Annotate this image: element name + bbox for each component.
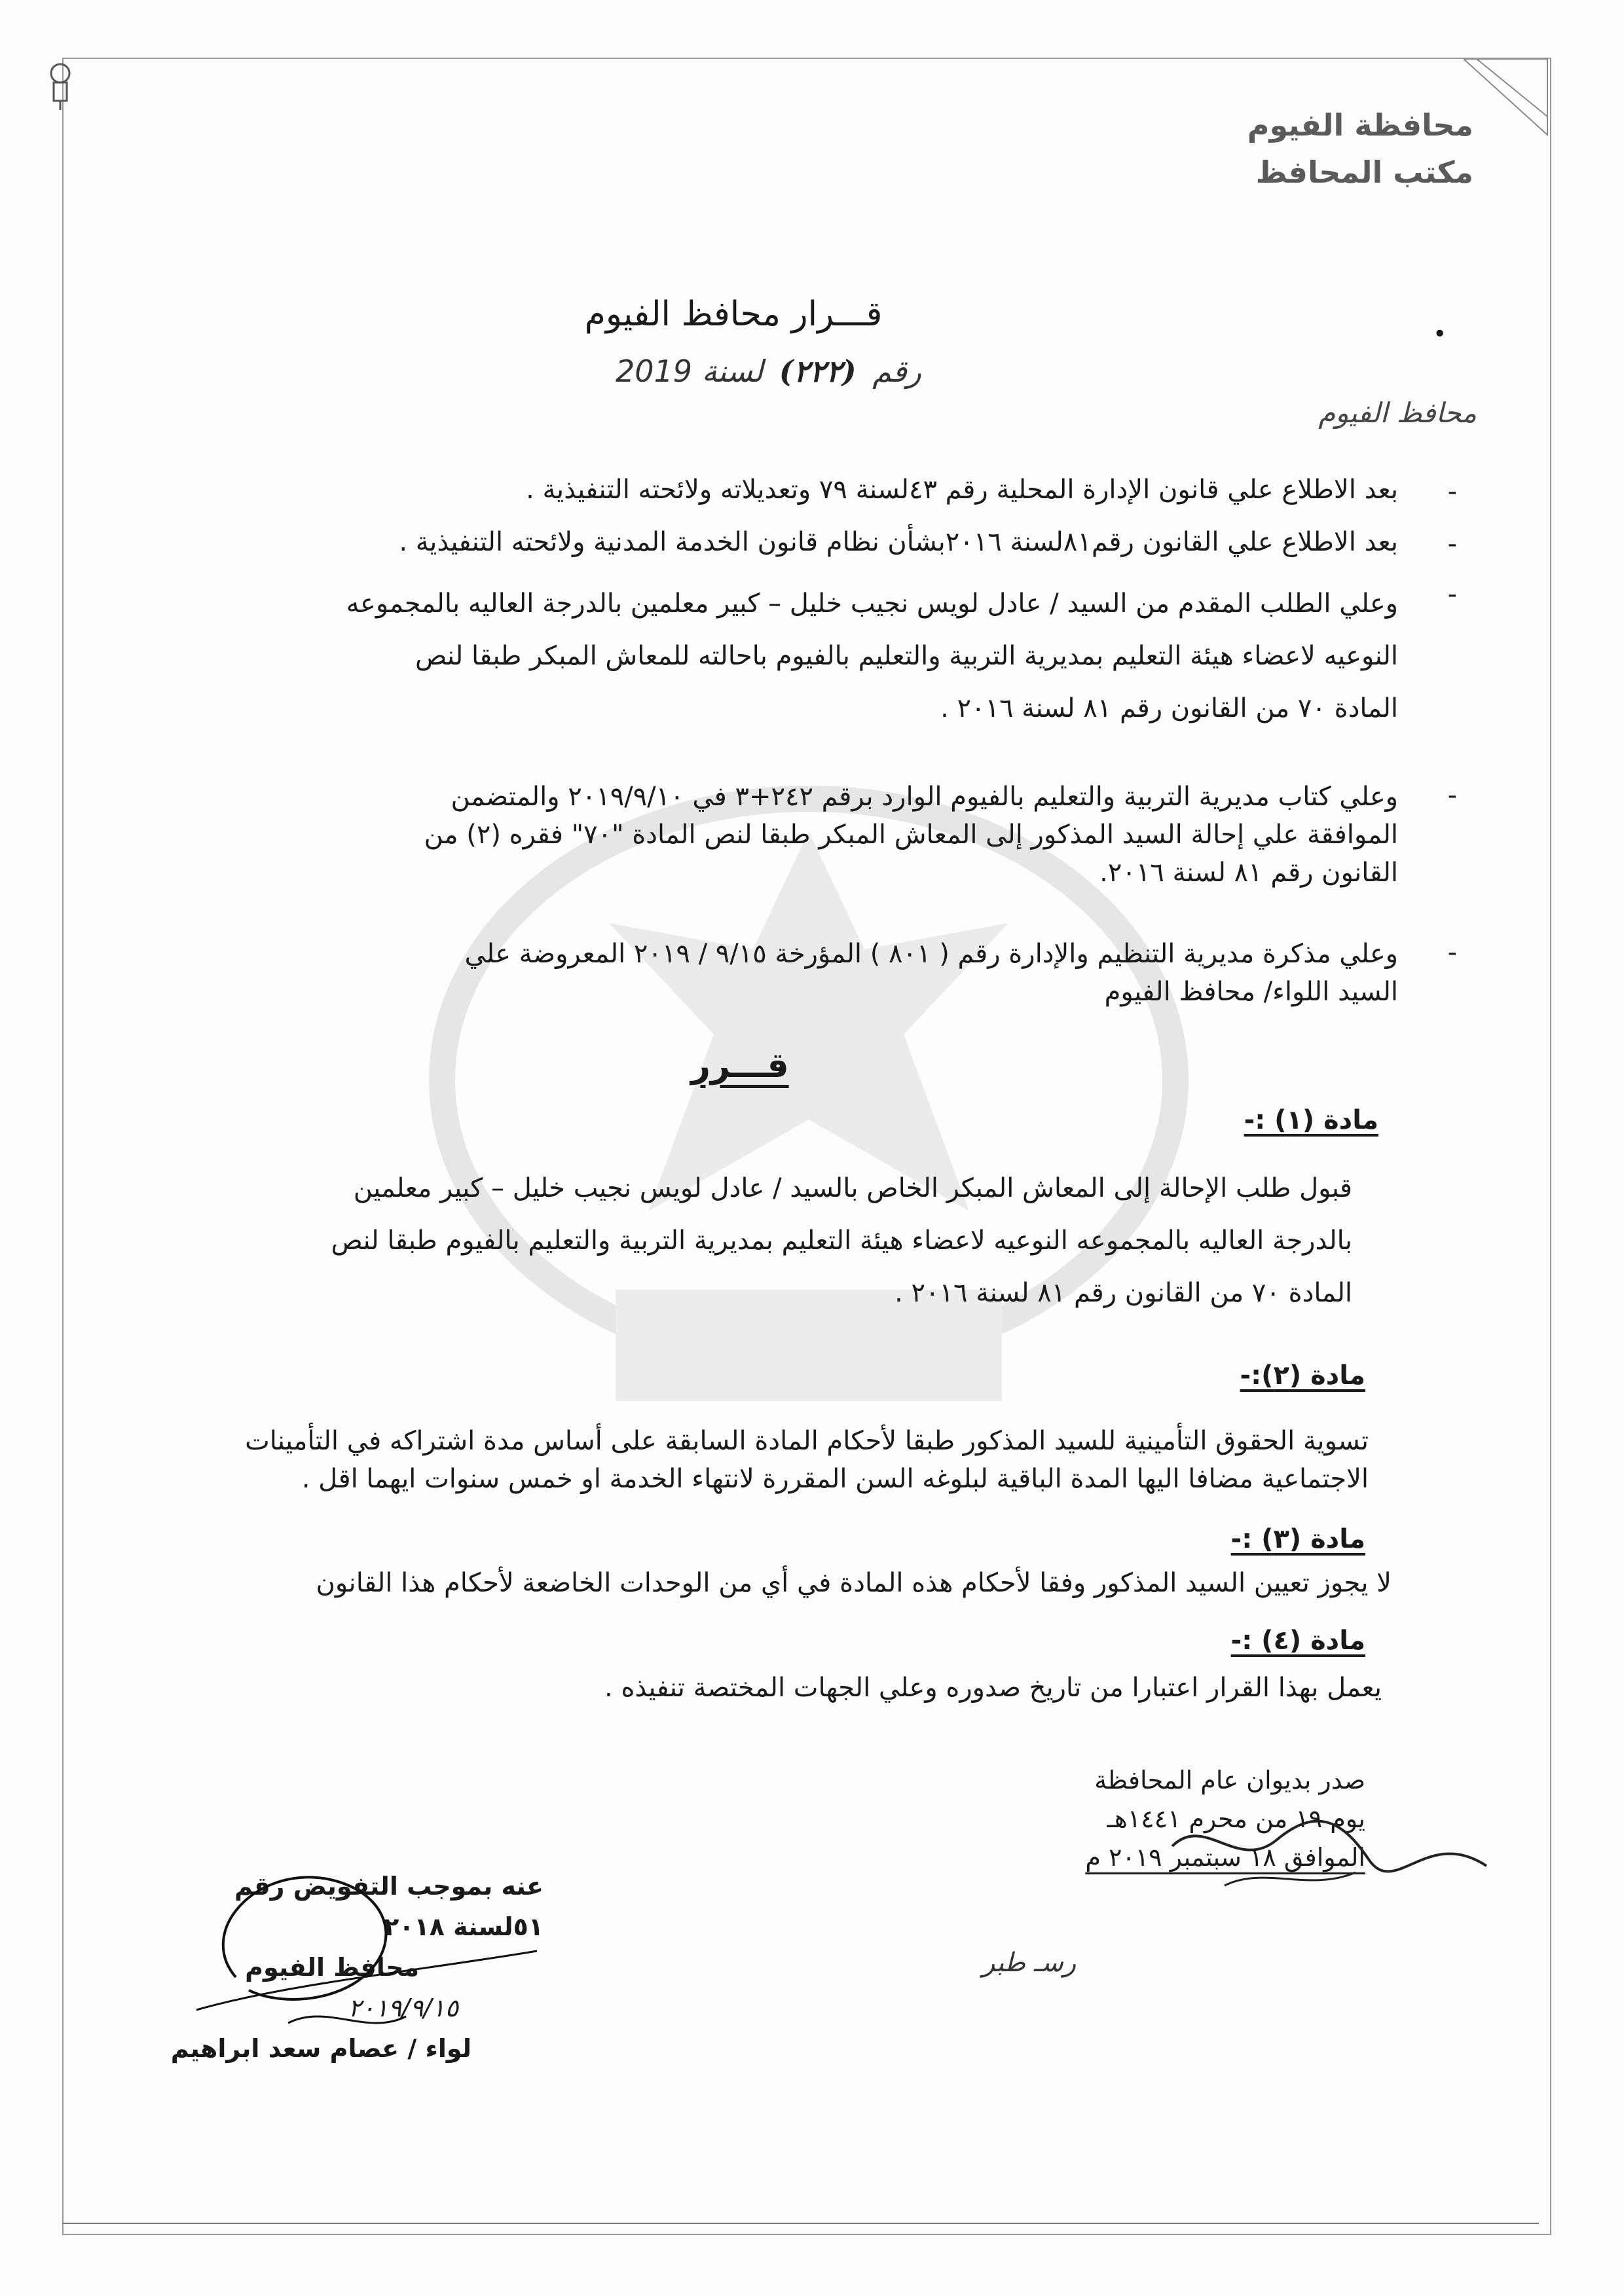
preamble-line: وعلي كتاب مديرية التربية والتعليم بالفيوم الوارد برقم ٢٤٢+٣ في ٢٠١٩/٩/١٠ والمتضمن [451,782,1398,812]
preamble-line: بعد الاطلاع علي القانون رقم٨١لسنة ٢٠١٦بشأن نظام قانون الخدمة المدنية ولائحته التنفيذية . [399,527,1398,557]
signatory-title: محافظ الفيوم [245,1953,419,1982]
decision-number-prefix: رقم [872,354,922,389]
delegation-text: عنه بموجب التفويض رقم ٥١لسنة ٢٠١٨ [234,1872,544,1941]
article-4-heading: مادة (٤) :- [1230,1626,1365,1656]
signature-date: ٢٠١٩/٩/١٥ [348,1994,458,2022]
governorate-name: محافظة الفيوم [1247,107,1473,143]
page-frame-bottom-rule [62,2223,1539,2224]
folded-corner-mark [1464,58,1549,136]
decision-number-value: (٢٢٢) [779,354,857,389]
preamble-item [131,475,1398,505]
office-name: مكتب المحافظ [1255,155,1473,190]
stray-dot: • [1433,321,1447,348]
bullet-dash: - [1447,529,1457,559]
decision-number-year: لسنة 2019 [616,354,764,389]
article-line: لا يجوز تعيين السيد المذكور وفقا لأحكام هذه المادة في أي من الوحدات الخاضعة لأحكام هذا القانون [316,1568,1392,1598]
article-1-body [144,1162,1352,1319]
preamble-line: وعلي مذكرة مديرية التنظيم والإدارة رقم ( ٨٠١ ) المؤرخة ٩/١٥ / ٢٠١٩ المعروضة علي [464,939,1398,969]
preamble-item [131,577,1398,735]
preamble-line: وعلي الطلب المقدم من السيد / عادل لويس نجيب خليل – كبير معلمين بالدرجة العاليه بالمجموعه [346,589,1398,619]
bullet-dash: - [1447,477,1457,507]
preamble-line: بعد الاطلاع علي قانون الإدارة المحلية رقم ٤٣لسنة ٧٩ وتعديلاته ولائحته التنفيذية . [526,475,1398,505]
preamble-line: النوعيه لاعضاء هيئة التعليم بمديرية التربية والتعليم بالفيوم باحالته للمعاش المبكر طبقا لنص [415,641,1398,671]
article-3-heading: مادة (٣) :- [1230,1524,1365,1554]
article-line: قبول طلب الإحالة إلى المعاش المبكر الخاص بالسيد / عادل لويس نجيب خليل – كبير معلمين [353,1173,1352,1203]
handwritten-date-scrawl [1146,1787,1513,1899]
article-line: يعمل بهذا القرار اعتبارا من تاريخ صدوره وعلي الجهات المختصة تنفيذه . [604,1673,1382,1703]
preamble-item [131,935,1398,1011]
handwritten-initials: رسـ طبر [982,1948,1077,1978]
article-4-body [511,1673,1382,1703]
issued-place: صدر بديوان عام المحافظة [1094,1766,1365,1795]
preamble-line: القانون رقم ٨١ لسنة ٢٠١٦. [1099,858,1398,888]
preamble-line: المادة ٧٠ من القانون رقم ٨١ لسنة ٢٠١٦ . [940,693,1398,723]
punch-hole-mark [45,59,76,111]
preamble-line: السيد اللواء/ محافظ الفيوم [1104,977,1398,1007]
bullet-dash: - [1447,938,1457,968]
issued-hijri-date: يوم ١٩ من محرم ١٤٤١هـ [1107,1804,1365,1833]
article-line: بالدرجة العاليه بالمجموعه النوعيه لاعضاء هيئة التعليم بمديرية التربية والتعليم بالفيوم طبقا لنص [331,1226,1352,1256]
article-line: المادة ٧٠ من القانون رقم ٨١ لسنة ٢٠١٦ . [895,1278,1352,1308]
article-2-heading: مادة (٢):- [1240,1360,1365,1391]
issued-gregorian-date: الموافق ١٨ سبتمبر ٢٠١٩ م [1085,1842,1365,1872]
bullet-dash: - [1447,579,1457,610]
preamble-line: الموافقة علي إحالة السيد المذكور إلى المعاش المبكر طبقا لنص المادة "٧٠" فقره (٢) من [424,820,1398,850]
decision-number [616,354,921,389]
article-line: تسوية الحقوق التأمينية للسيد المذكور طبقا لأحكام المادة السابقة على أساس مدة اشتراكه في التأمينات [245,1426,1369,1456]
decision-title: قـــرار محافظ الفيوم [584,295,883,334]
article-3-body [144,1568,1392,1598]
preamble-item [131,778,1398,892]
article-1-heading: مادة (١) :- [1244,1105,1378,1135]
decided-heading: قـــرر [691,1046,789,1085]
handwritten-signature [157,1853,563,2069]
preamble-item [131,527,1398,557]
article-line: الاجتماعية مضافا اليها المدة الباقية لبلوغه السن المقررة لانتهاء الخدمة او خمس سنوات ايهما اقل . [301,1464,1369,1494]
bullet-dash: - [1447,780,1457,811]
signatory-name: لواء / عصام سعد ابراهيم [170,2034,471,2063]
issuer-label: محافظ الفيوم [1318,397,1477,429]
article-2-body [190,1422,1369,1498]
